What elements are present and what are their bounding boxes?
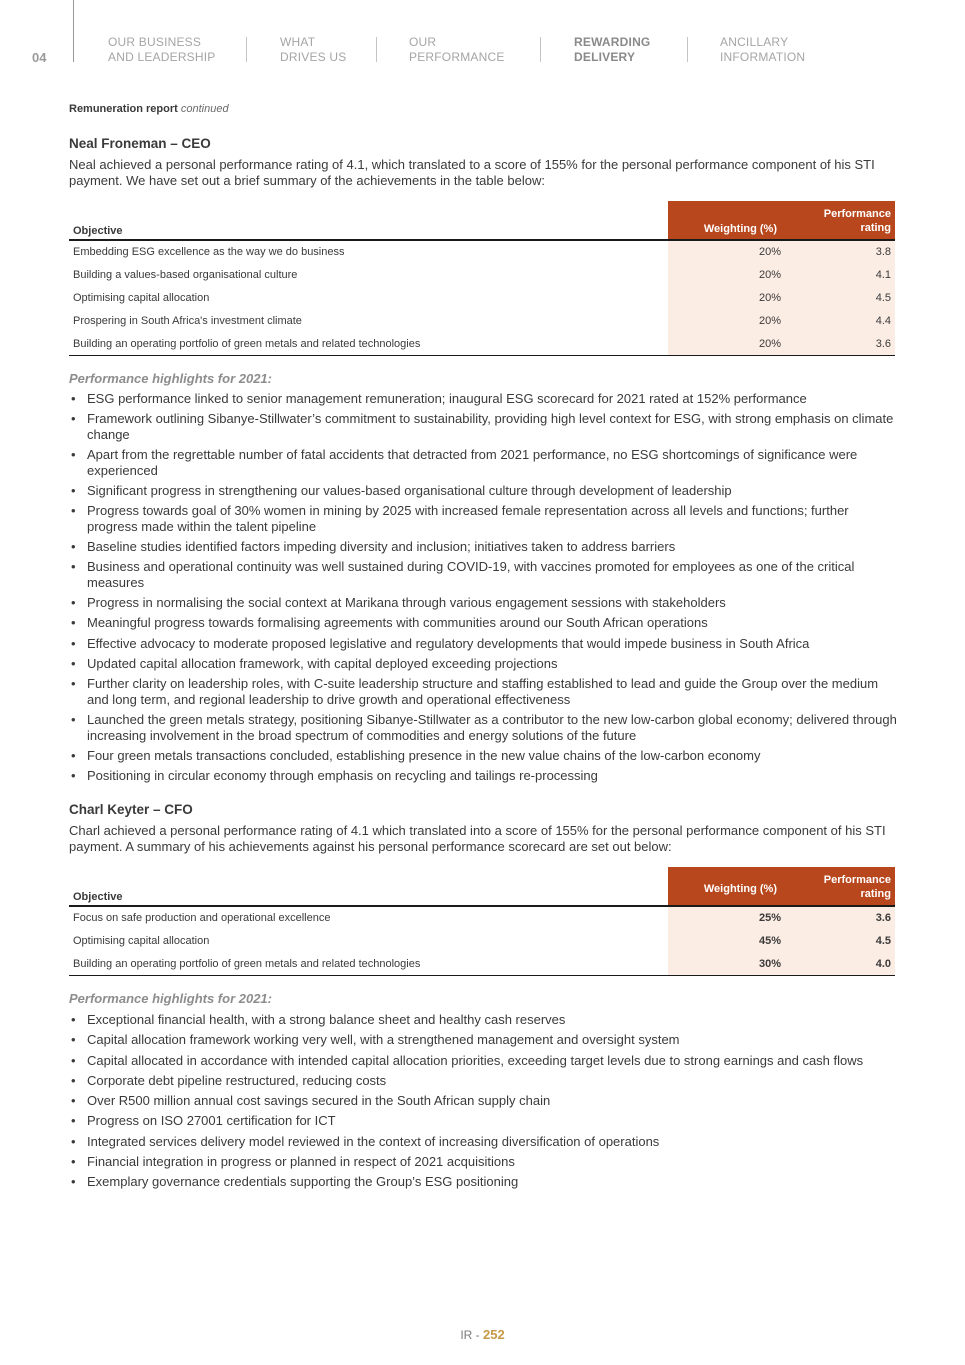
list-item: • Progress towards goal of 30% women in mining by 2025 with increased female representation across all levels and functions; further progress made within the talent pipeline [69,503,899,534]
table-header [69,867,895,907]
table-row [69,953,895,976]
column-header-rating: Performance rating [823,874,891,900]
ceo-highlights-list [69,391,899,788]
table-row [69,930,895,953]
list-item: • Significant progress in strengthening our values-based organisational culture through development of leadership [69,483,899,499]
cell-weighting: 20% [758,338,781,350]
cell-weighting: 20% [758,315,781,327]
ceo-performance-table [69,201,895,356]
table-row [69,907,895,930]
cell-objective: Embedding ESG excellence as the way we do business [73,246,345,258]
column-header-weighting: Weighting (%) [703,223,777,235]
list-item: • Positioning in circular economy through emphasis on recycling and tailings re-processing [69,768,899,784]
column-header-objective: Objective [73,225,123,237]
cell-rating: 3.6 [875,338,891,350]
list-item: • Four green metals transactions concluded, establishing presence in the new value chains of the low-carbon economy [69,748,899,764]
cell-rating: 4.4 [875,315,891,327]
section-label: Remuneration report continued [69,103,229,115]
column-header-weighting: Weighting (%) [703,883,777,895]
list-item: • Integrated services delivery model reviewed in the context of increasing diversification of operations [69,1134,899,1150]
list-item: • Capital allocated in accordance with intended capital allocation priorities, exceeding target levels due to strong earnings and cash flows [69,1053,899,1069]
nav-rewarding-delivery[interactable]: REWARDING DELIVERY [574,35,651,64]
cell-objective: Optimising capital allocation [73,935,210,947]
cell-weighting: 25% [758,912,781,924]
nav-ancillary-information[interactable]: ANCILLARY INFORMATION [720,35,806,64]
cell-rating: 4.5 [875,292,891,304]
list-item: • Framework outlining Sibanye-Stillwater’s commitment to sustainability, providing high level context for ESG, with strong emphasis on climate change [69,411,899,442]
list-item: • Exceptional financial health, with a strong balance sheet and healthy cash reserves [69,1012,899,1028]
table-row [69,241,895,264]
cfo-intro: Charl achieved a personal performance rating of 4.1 which translated into a score of 155% for the personal performance component of his STI payment. A summary of his achievements against his personal performance scorecard are set out below: [69,823,886,854]
list-item: • Progress in normalising the social context at Marikana through various engagement sessions with stakeholders [69,595,899,611]
cell-weighting: 45% [758,935,781,947]
table-row [69,287,895,310]
cell-rating: 4.1 [875,269,891,281]
nav-separator [687,37,688,62]
list-item: • Exemplary governance credentials supporting the Group’s ESG positioning [69,1174,899,1190]
cell-rating: 4.0 [875,958,891,970]
table-row [69,333,895,356]
nav-what-drives-us[interactable]: WHAT DRIVES US [280,35,347,64]
cell-rating: 3.6 [875,912,891,924]
cell-rating: 3.8 [875,246,891,258]
table-header [69,201,895,241]
page-header [0,0,965,80]
table-row [69,264,895,287]
list-item: • Capital allocation framework working very well, with a strengthened management and oversight system [69,1032,899,1048]
nav-our-performance[interactable]: OUR PERFORMANCE [409,35,505,64]
nav-separator [246,37,247,62]
list-item: • Over R500 million annual cost savings secured in the South African supply chain [69,1093,899,1109]
cell-weighting: 20% [758,246,781,258]
cell-objective: Optimising capital allocation [73,292,210,304]
list-item: • ESG performance linked to senior management remuneration; inaugural ESG scorecard for 2021 rated at 152% performance [69,391,899,407]
list-item: • Progress on ISO 27001 certification for ICT [69,1113,899,1129]
footer-prefix: IR - [460,1328,483,1342]
page-number: 252 [482,1327,505,1342]
cell-objective: Building an operating portfolio of green metals and related technologies [73,338,421,350]
cfo-title: Charl Keyter – CFO [69,802,193,817]
cell-objective: Focus on safe production and operational excellence [73,912,331,924]
ceo-highlights-title: Performance highlights for 2021: [69,371,272,386]
chapter-number: 04 [32,50,47,65]
cell-weighting: 20% [758,292,781,304]
nav-our-business[interactable]: OUR BUSINESS AND LEADERSHIP [108,35,216,64]
cfo-highlights-title: Performance highlights for 2021: [69,991,272,1006]
page-footer [0,1327,965,1342]
cell-objective: Building a values-based organisational culture [73,269,298,281]
list-item: • Further clarity on leadership roles, with C-suite leadership structure and staffing established to lead and guide the Group over the medium and long term, and regional leadership to drive growth and operational effectiveness [69,676,899,707]
cell-weighting: 30% [758,958,781,970]
list-item: • Apart from the regrettable number of fatal accidents that detracted from 2021 performance, no ESG shortcomings of significance were experienced [69,447,899,478]
list-item: • Baseline studies identified factors impeding diversity and inclusion; initiatives taken to address barriers [69,539,899,555]
header-divider [73,0,74,62]
column-header-objective: Objective [73,891,123,903]
cell-rating: 4.5 [875,935,891,947]
cfo-performance-table [69,867,895,976]
cell-weighting: 20% [758,269,781,281]
column-header-rating: Performance rating [823,208,891,234]
list-item: • Business and operational continuity was well sustained during COVID-19, with vaccines promoted for employees as one of the critical measures [69,559,899,590]
cfo-highlights-list [69,1012,899,1195]
list-item: • Updated capital allocation framework, with capital deployed exceeding projections [69,656,899,672]
list-item: • Launched the green metals strategy, positioning Sibanye-Stillwater as a contributor to the new low-carbon global economy; delivered through increasing involvement in the broad spectrum of commodities and energy solutions of the future [69,712,899,743]
table-row [69,310,895,333]
cell-objective: Building an operating portfolio of green metals and related technologies [73,958,421,970]
list-item: • Effective advocacy to moderate proposed legislative and regulatory developments that would impede business in South Africa [69,636,899,652]
nav-separator [540,37,541,62]
ceo-title: Neal Froneman – CEO [69,136,211,151]
list-item: • Financial integration in progress or planned in respect of 2021 acquisitions [69,1154,899,1170]
nav-separator [376,37,377,62]
ceo-intro: Neal achieved a personal performance rating of 4.1, which translated to a score of 155% for the personal performance component of his STI payment. We have set out a brief summary of the achievements in the table below: [69,157,875,188]
cell-objective: Prospering in South Africa's investment climate [73,315,302,327]
list-item: • Corporate debt pipeline restructured, reducing costs [69,1073,899,1089]
list-item: • Meaningful progress towards formalising agreements with communities around our South African operations [69,615,899,631]
